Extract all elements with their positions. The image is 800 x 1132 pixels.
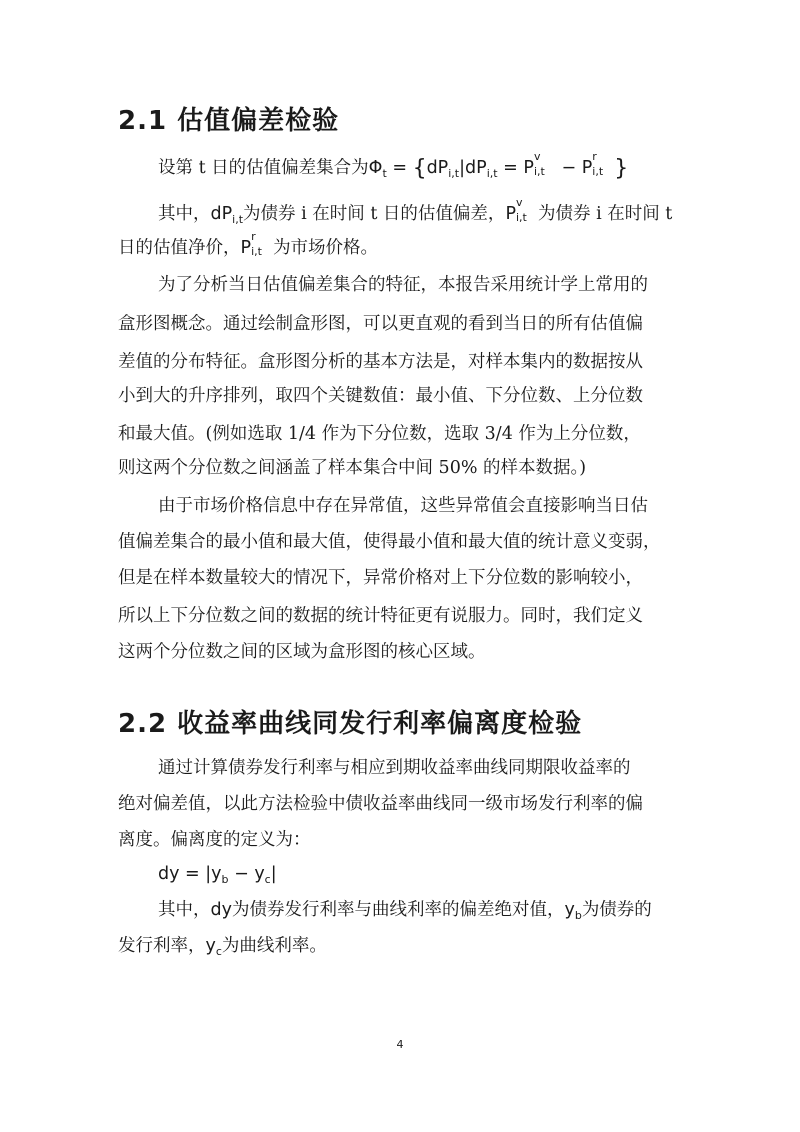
dp-subscript: i,t (232, 213, 244, 226)
minus-sign: − (555, 158, 582, 178)
dp-it-term (211, 204, 244, 224)
definition-line-2 (118, 934, 327, 958)
text-run: 发行利率， (118, 936, 206, 956)
p-v-scripts (516, 196, 538, 224)
formula-prefix: 设第 t 日的估值偏差集合为 (158, 158, 369, 178)
p-r-scripts (251, 230, 273, 258)
left-brace: { (412, 156, 427, 181)
subscript-c: c (215, 945, 222, 958)
paragraph-line: 值偏差集合的最小值和最大值，使得最小值和最大值的统计意义变弱， (118, 532, 661, 552)
text-run: 其中， (158, 204, 211, 224)
section-heading-2-2: 2.2 收益率曲线同发行利率偏离度检验 (118, 709, 583, 739)
p-v-term (505, 196, 538, 224)
dp-symbol: dP (210, 204, 233, 224)
phi-subscript: t (382, 167, 387, 180)
dy-symbol: dy (158, 864, 180, 884)
formula-expression (158, 864, 277, 884)
text-run: 为债券发行利率与曲线利率的偏差绝对值， (231, 900, 565, 920)
superscript-r: r (251, 230, 256, 243)
paragraph-line: 通过计算债券发行利率与相应到期收益率曲线同期限收益率的 (158, 758, 631, 778)
set-bar: | (459, 158, 466, 178)
y-symbol: y (205, 936, 216, 956)
abs-bar-left: | (205, 864, 212, 884)
p-r-scripts (592, 150, 614, 178)
text-run: 为市场价格。 (273, 238, 379, 258)
deviation-formula (158, 862, 277, 886)
paragraph-line: 盒形图概念。通过绘制盒形图，可以更直观的看到当日的所有估值偏 (118, 314, 643, 334)
page-number: 4 (396, 1038, 404, 1051)
p-symbol: P (581, 158, 593, 178)
paragraph-line: 和最大值。(例如选取 1/4 作为下分位数，选取 3/4 作为上分位数， (118, 424, 641, 444)
minus-sign: − (228, 864, 255, 884)
subscript-it: i,t (251, 245, 262, 258)
section-heading-2-1: 2.1 估值偏差检验 (118, 106, 340, 136)
y-b-term (564, 900, 581, 920)
superscript-r: r (592, 150, 597, 163)
right-brace: } (614, 156, 629, 181)
p-r-term (240, 230, 274, 258)
subscript-it: i,t (533, 165, 545, 178)
p-symbol: P (240, 238, 252, 258)
paragraph-line: 为了分析当日估值偏差集合的特征，本报告采用统计学上常用的 (158, 275, 648, 295)
y-symbol: y (254, 864, 265, 884)
text-run: 其中， (158, 900, 211, 920)
text-run: 为债券 i 在时间 t (538, 204, 673, 224)
equals-sign: = (179, 864, 206, 884)
abs-bar-right: | (270, 864, 277, 884)
p-v-scripts (533, 150, 556, 178)
text-run: 为债券 i 在时间 t 日的估值偏差， (243, 204, 506, 224)
y-symbol: y (564, 900, 575, 920)
subscript-b: b (221, 873, 229, 886)
equals-sign: = (497, 158, 524, 178)
paragraph-line: 则这两个分位数之间涵盖了样本集合中间 50% 的样本数据。) (118, 458, 587, 478)
text-run: 为债券的 (581, 900, 652, 920)
subscript-it: i,t (592, 165, 604, 178)
text-run: 日的估值净价， (118, 238, 241, 258)
dp-symbol: dP (426, 158, 449, 178)
equals-sign: = (386, 158, 413, 178)
paragraph-line: 所以上下分位数之间的数据的统计特征更有说服力。同时，我们定义 (118, 606, 643, 626)
dy-symbol: dy (210, 900, 232, 920)
paragraph-line: 绝对偏差值，以此方法检验中债收益率曲线同一级市场发行利率的偏 (118, 794, 643, 814)
text-run: 为曲线利率。 (221, 936, 327, 956)
p-symbol: P (505, 204, 516, 224)
paragraph-line: 差值的分布特征。盒形图分析的基本方法是，对样本集内的数据按从 (118, 352, 643, 372)
definition-line-2 (118, 230, 379, 260)
paragraph-line: 这两个分位数之间的区域为盒形图的核心区域。 (118, 642, 486, 662)
paragraph-line: 小到大的升序排列，取四个关键数值：最小值、下分位数、上分位数 (118, 386, 643, 406)
superscript-v: v (516, 196, 523, 209)
definition-line-1 (158, 196, 673, 226)
dp-subscript: i,t (448, 167, 460, 180)
definition-line-1 (158, 898, 652, 922)
paragraph-line: 离度。偏离度的定义为： (118, 830, 311, 850)
formula-expression (368, 150, 629, 181)
phi-symbol: Φ (368, 158, 383, 178)
dp-symbol: dP (465, 158, 487, 178)
subscript-b: b (574, 909, 582, 922)
p-symbol: P (523, 158, 534, 178)
paragraph-line: 但是在样本数量较大的情况下，异常价格对上下分位数的影响较小， (118, 568, 643, 588)
paragraph-line: 由于市场价格信息中存在异常值，这些异常值会直接影响当日估 (158, 496, 648, 516)
subscript-it: i,t (516, 211, 527, 224)
subscript-c: c (264, 873, 271, 886)
dp-subscript: i,t (486, 167, 498, 180)
valuation-deviation-formula (158, 150, 629, 181)
y-symbol: y (211, 864, 222, 884)
superscript-v: v (533, 150, 541, 163)
y-c-term (206, 936, 222, 956)
